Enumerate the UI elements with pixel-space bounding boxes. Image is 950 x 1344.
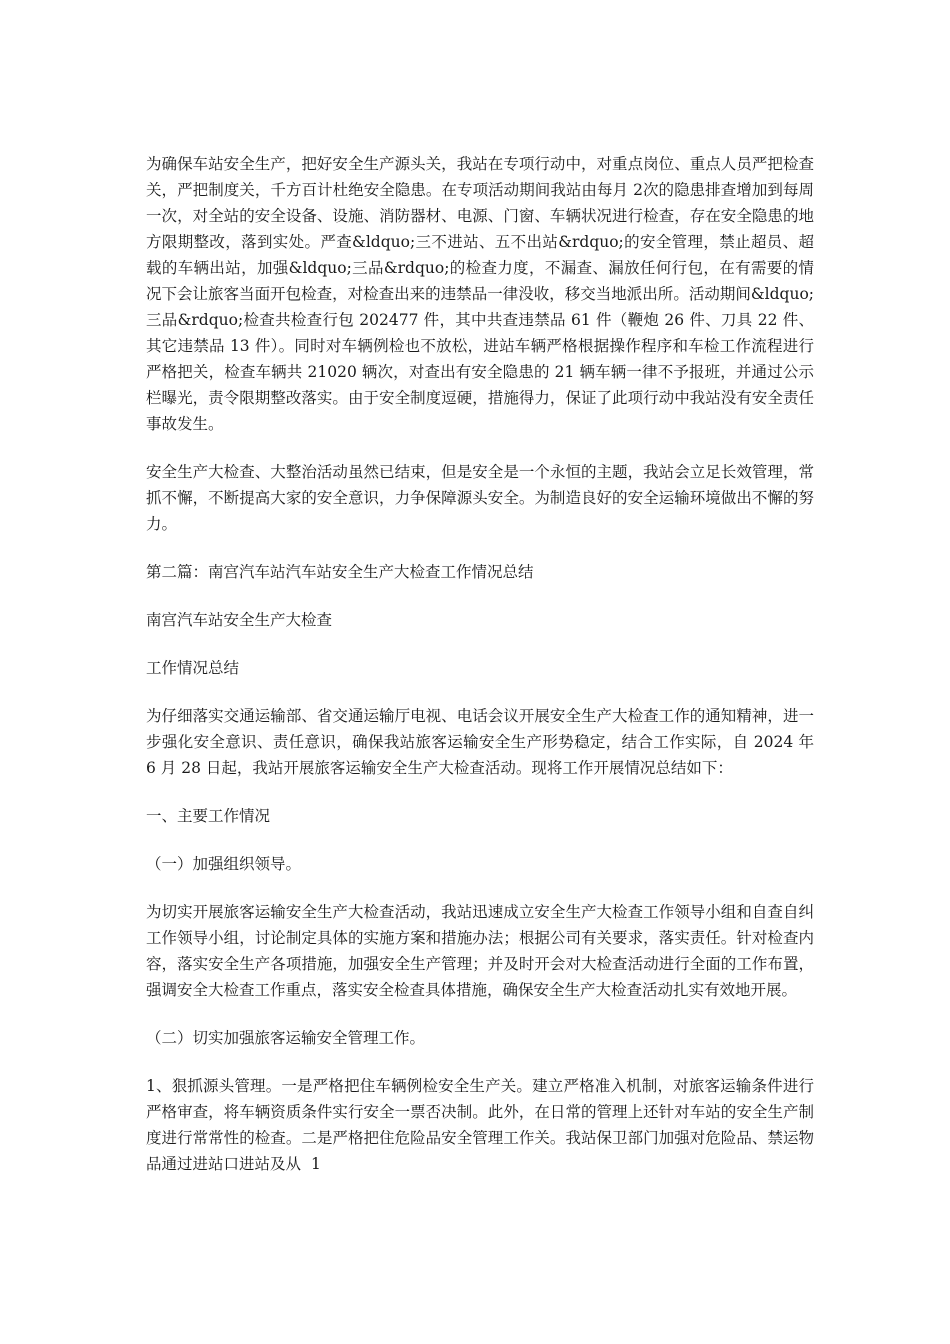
heading-organization: （一）加强组织领导。 (146, 855, 302, 873)
page-number: 1 (311, 1155, 321, 1173)
document-title: 南宫汽车站安全生产大检查 (146, 611, 333, 629)
section-title-part-two: 第二篇：南宫汽车站汽车站安全生产大检查工作情况总结 (146, 563, 534, 581)
paragraph-source-management-text: 1、狠抓源头管理。一是严格把住车辆例检安全生产关。建立严格准入机制，对旅客运输条件进行严格审查，将车辆资质条件实行安全一票否决制。此外，在日常的管理上还针对车站的安全生产制度进行常常性的检查。二是严格把住危险品安全管理工作关。我站保卫部门加强对危险品、禁运物品通过进站口进站及从 (146, 1077, 814, 1173)
paragraph-source-management (146, 1073, 814, 1177)
document-subtitle: 工作情况总结 (146, 659, 240, 677)
paragraph-introduction: 为仔细落实交通运输部、省交通运输厅电视、电话会议开展安全生产大检查工作的通知精神，进一步强化安全意识、责任意识，确保我站旅客运输安全生产形势稳定，结合工作实际，自 2024 年 6 月 28 日起，我站开展旅客运输安全生产大检查活动。现将工作开展情况总结如下： (146, 707, 814, 777)
document-body (146, 151, 814, 1199)
heading-main-work: 一、主要工作情况 (146, 807, 271, 825)
heading-passenger-safety: （二）切实加强旅客运输安全管理工作。 (146, 1029, 426, 1047)
paragraph-conclusion: 安全生产大检查、大整治活动虽然已结束，但是安全是一个永恒的主题，我站会立足长效管理，常抓不懈，不断提高大家的安全意识，力争保障源头安全。为制造良好的安全运输环境做出不懈的努力。 (146, 463, 814, 533)
paragraph-organization: 为切实开展旅客运输安全生产大检查活动，我站迅速成立安全生产大检查工作领导小组和自查自纠工作领导小组，讨论制定具体的实施方案和措施办法；根据公司有关要求，落实责任。针对检查内容，落实安全生产各项措施，加强安全生产管理；并及时开会对大检查活动进行全面的工作布置，强调安全大检查工作重点，落实安全检查具体措施，确保安全生产大检查活动扎实有效地开展。 (146, 903, 814, 999)
paragraph-safety-measures: 为确保车站安全生产，把好安全生产源头关，我站在专项行动中，对重点岗位、重点人员严把检查关，严把制度关，千方百计杜绝安全隐患。在专项活动期间我站由每月 2次的隐患排查增加到每周一次，对全站的安全设备、设施、消防器材、电源、门窗、车辆状况进行检查，存在安全隐患的地方限期整改，落到实处。严查&ldquo;三不进站、五不出站&rdquo;的安全管理，禁止超员、超载的车辆出站，加强&ldquo;三品&rdquo;的检查力度，不漏查、漏放任何行包，在有需要的情况下会让旅客当面开包检查，对检查出来的违禁品一律没收，移交当地派出所。活动期间&ldquo;三品&rdquo;检查共检查行包 202477 件，其中共查违禁品 61 件（鞭炮 26 件、刀具 22 件、其它违禁品 13 件）。同时对车辆例检也不放松，进站车辆严格根据操作程序和车检工作流程进行严格把关，检查车辆共 21020 辆次，对查出有安全隐患的 21 辆车辆一律不予报班，并通过公示栏曝光，责令限期整改落实。由于安全制度逗硬，措施得力，保证了此项行动中我站没有安全责任事故发生。 (146, 155, 814, 433)
